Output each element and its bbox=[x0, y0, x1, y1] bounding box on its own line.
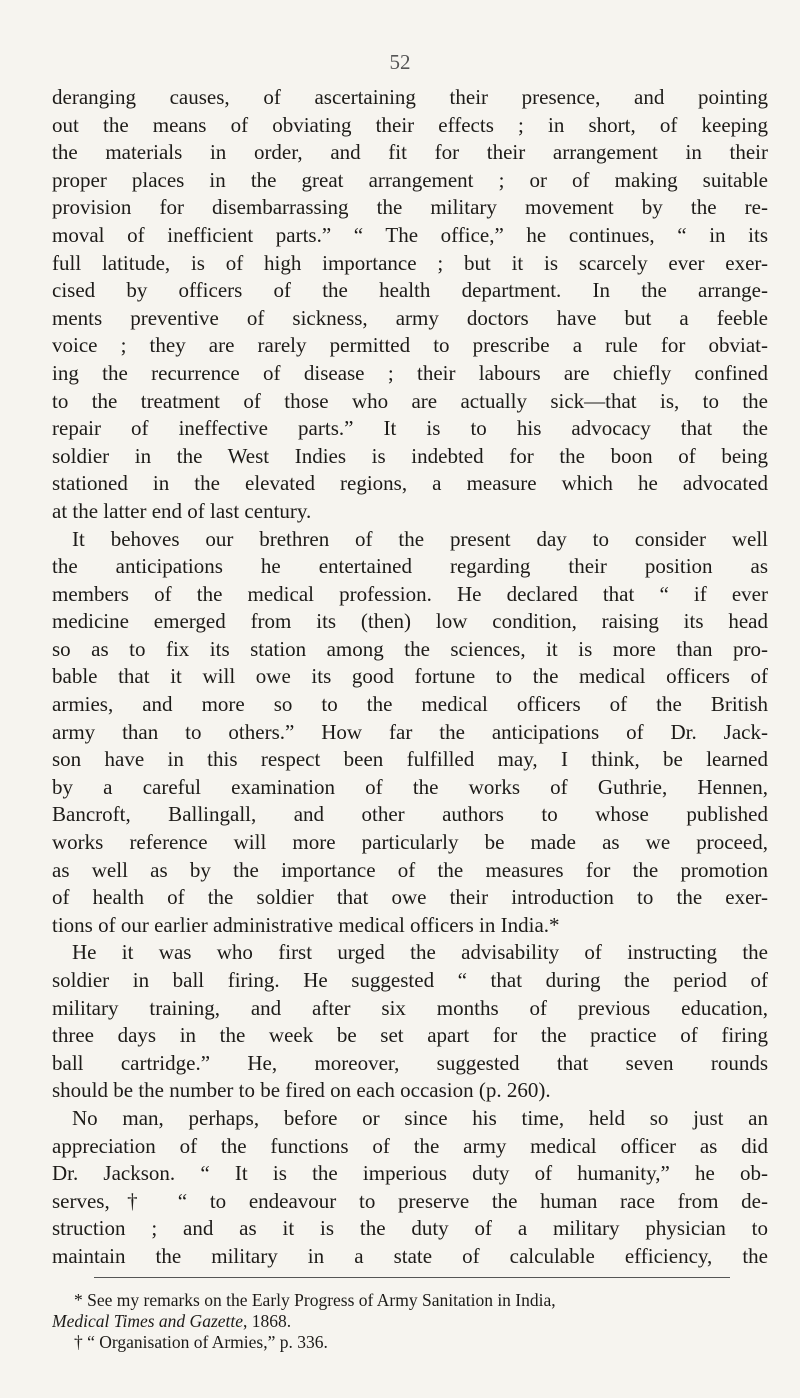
text-line: by a careful examination of the works of Guthrie, Hennen, bbox=[52, 774, 768, 799]
text-line: voice ; they are rarely permitted to prescribe a rule for obviat- bbox=[52, 333, 768, 358]
text-line: maintain the military in a state of calculable efficiency, the bbox=[52, 1243, 768, 1268]
footnote-rule bbox=[94, 1277, 730, 1278]
text-line: should be the number to be fired on each occasion (p. 260). bbox=[52, 1078, 551, 1103]
text-line: proper places in the great arrangement ; or of making suitable bbox=[52, 167, 768, 192]
text-line: ments preventive of sickness, army doctors have but a feeble bbox=[52, 305, 768, 330]
text-line: deranging causes, of ascertaining their presence, and pointing bbox=[52, 85, 768, 109]
text-line: ing the recurrence of disease ; their labours are chiefly confined bbox=[52, 360, 768, 385]
text-line: at the latter end of last century. bbox=[52, 498, 312, 523]
text-line: the materials in order, and fit for their arrangement in their bbox=[52, 140, 768, 165]
footnotes bbox=[52, 1290, 768, 1353]
text-line: Bancroft, Ballingall, and other authors to whose published bbox=[52, 802, 768, 827]
text-line: so as to fix its station among the sciences, it is more than pro- bbox=[52, 636, 768, 661]
text-line: soldier in the West Indies is indebted for the boon of being bbox=[52, 443, 768, 468]
text-line: to the treatment of those who are actually sick—that is, to the bbox=[52, 388, 768, 413]
text-line: repair of ineffective parts.” It is to his advocacy that the bbox=[52, 416, 768, 441]
footnote-2: † “ Organisation of Armies,” p. 336. bbox=[74, 1332, 328, 1352]
text-line: Dr. Jackson. “ It is the imperious duty of humanity,” he ob- bbox=[52, 1161, 768, 1186]
text-line: struction ; and as it is the duty of a military physician to bbox=[52, 1216, 768, 1241]
text-line: military training, and after six months of previous education, bbox=[52, 995, 768, 1020]
body-text bbox=[52, 84, 768, 1271]
text-line: out the means of obviating their effects ; in short, of keeping bbox=[52, 112, 768, 137]
text-line: three days in the week be set apart for the practice of firing bbox=[52, 1023, 768, 1048]
text-line: son have in this respect been fulfilled may, I think, be learned bbox=[52, 747, 768, 772]
text-line: appreciation of the functions of the army medical officer as did bbox=[52, 1133, 768, 1158]
text-line: serves,† “ to endeavour to preserve the human race from de- bbox=[52, 1188, 768, 1213]
text-line: army than to others.” How far the anticipations of Dr. Jack- bbox=[52, 719, 768, 744]
text-line: He it was who first urged the advisability of instructing the bbox=[72, 940, 768, 965]
footnote-1-year: , 1868. bbox=[243, 1311, 292, 1331]
text-line: works reference will more particularly be made as we proceed, bbox=[52, 830, 768, 855]
text-line: soldier in ball firing. He suggested “ that during the period of bbox=[52, 968, 768, 992]
text-line: ball cartridge.” He, moreover, suggested that seven rounds bbox=[52, 1050, 768, 1075]
text-line: members of the medical profession. He declared that “ if ever bbox=[52, 581, 768, 606]
footnote-1-line-2 bbox=[52, 1311, 768, 1332]
text-line: as well as by the importance of the measures for the promotion bbox=[52, 857, 768, 882]
text-line: No man, perhaps, before or since his time, held so just an bbox=[72, 1105, 768, 1130]
page-number: 52 bbox=[389, 50, 411, 74]
text-line: medicine emerged from its (then) low condition, raising its head bbox=[52, 609, 768, 634]
text-line: bable that it will owe its good fortune to the medical officers of bbox=[52, 664, 768, 689]
text-line: armies, and more so to the medical officers of the British bbox=[52, 692, 768, 717]
text-line: full latitude, is of high importance ; but it is scarcely ever exer- bbox=[52, 250, 768, 275]
text-line: tions of our earlier administrative medical officers in India.* bbox=[52, 912, 560, 937]
text-line: It behoves our brethren of the present day to consider well bbox=[72, 526, 768, 551]
text-line: provision for disembarrassing the military movement by the re- bbox=[52, 195, 768, 220]
text-line: stationed in the elevated regions, a measure which he advocated bbox=[52, 471, 768, 496]
text-line: of health of the soldier that owe their introduction to the exer- bbox=[52, 885, 768, 910]
text-line: cised by officers of the health department. In the arrange- bbox=[52, 278, 768, 303]
text-line: moval of inefficient parts.” “ The office,” he continues, “ in its bbox=[52, 222, 768, 247]
text-line: the anticipations he entertained regarding their position as bbox=[52, 554, 768, 579]
footnote-1-line-1: * See my remarks on the Early Progress of Army Sanitation in India, bbox=[74, 1290, 556, 1310]
footnote-1-journal: Medical Times and Gazette bbox=[52, 1311, 244, 1331]
